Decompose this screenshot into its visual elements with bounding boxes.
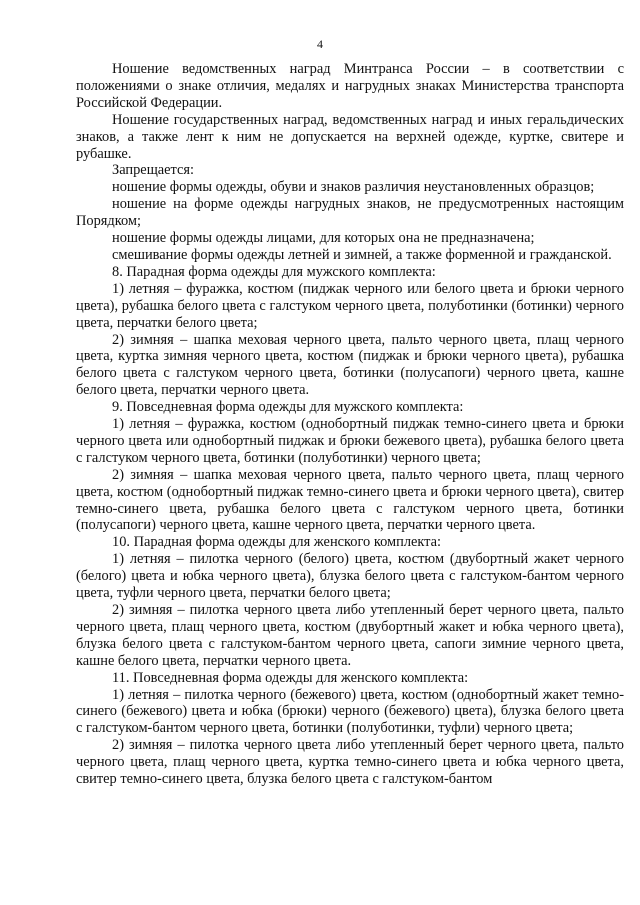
paragraph-section-11-summer: 1) летняя – пилотка черного (бежевого) цвета, костюм (однобортный жакет темно-синего (бежевого) цвета и юбка (брюки) черного (бежевого) цвета), блузка белого цвета с галстуком-бантом черного цвета, ботинки (полуботинки, туфли) черного цвета; (76, 686, 624, 737)
paragraph-section-9-summer: 1) летняя – фуражка, костюм (однобортный пиджак темно-синего цвета и брюки черного цвета или однобортный пиджак и брюки бежевого цвета), рубашка белого цвета с галстуком черного цвета, ботинки (полуботинки) черного цвета; (76, 416, 624, 466)
paragraph-section-10-heading: 10. Парадная форма одежды для женского комплекта: (112, 534, 442, 551)
paragraph-prohibited-item-2: ношение на форме одежды нагрудных знаков, не предусмотренных настоящим Порядком; (76, 196, 624, 230)
paragraph-section-8-summer: 1) летняя – фуражка, костюм (пиджак черного или белого цвета и брюки черного цвета), рубашка белого цвета с галстуком черного цвета, полуботинки (ботинки) черного цвета, перчатки белого цвета; (76, 280, 624, 331)
paragraph-section-10-summer: 1) летняя – пилотка черного (белого) цвета, костюм (двубортный жакет черного (белого) цвета и юбка черного цвета), блузка белого цвета с галстуком-бантом черного цвета, туфли черного цвета, перчатки белого цвета; (76, 551, 624, 602)
paragraph-prohibited-item-4: смешивание формы одежды летней и зимней, а также форменной и гражданской. (112, 246, 612, 263)
paragraph-awards-restriction: Ношение государственных наград, ведомственных наград и иных геральдических знаков, а также лент к ним не допускается на верхней одежде, куртке, свитере и рубашке. (76, 111, 624, 162)
paragraph-prohibited-heading: Запрещается: (112, 162, 195, 179)
document-body (76, 61, 624, 788)
paragraph-section-11-winter: 2) зимняя – пилотка черного цвета либо утепленный берет черного цвета, пальто черного цвета, плащ черного цвета, куртка темно-синего цвета и юбка черного цвета, свитер темно-синего цвета, блузка белого цвета с галстуком-бантом (76, 737, 624, 788)
paragraph-section-9-winter: 2) зимняя – шапка меховая черного цвета, пальто черного цвета, плащ черного цвета, костюм (однобортный пиджак темно-синего цвета и брюки черного цвета), свитер темно-синего цвета, рубашка белого цвета с галстуком черного цвета, ботинки (полусапоги) черного цвета, кашне черного цвета, перчатки черного цвета. (76, 466, 624, 534)
paragraph-section-10-winter: 2) зимняя – пилотка черного цвета либо утепленный берет черного цвета, пальто черного цвета, плащ черного цвета, костюм (двубортный жакет и юбка черного цвета), блузка белого цвета с галстуком-бантом черного цвета, сапоги зимние черного цвета, кашне белого цвета, перчатки черного цвета. (76, 602, 624, 669)
paragraph-section-9-heading: 9. Повседневная форма одежды для мужского комплекта: (112, 399, 464, 416)
paragraph-prohibited-item-3: ношение формы одежды лицами, для которых она не предназначена; (112, 230, 535, 247)
paragraph-section-8-winter: 2) зимняя – шапка меховая черного цвета, пальто черного цвета, плащ черного цвета, куртка зимняя черного цвета, костюм (пиджак и брюки черного цвета), рубашка белого цвета с галстуком черного цвета, ботинки (полусапоги) черного цвета, кашне белого цвета, перчатки черного цвета. (76, 331, 624, 399)
page-number: 4 (317, 37, 323, 51)
paragraph-section-8-heading: 8. Парадная форма одежды для мужского комплекта: (112, 263, 436, 280)
paragraph-awards-departmental: Ношение ведомственных наград Минтранса России – в соответствии с положениями о знаке отличия, медалях и нагрудных знаках Министерства транспорта Российской Федерации. (76, 61, 624, 111)
paragraph-section-11-heading: 11. Повседневная форма одежды для женского комплекта: (112, 669, 469, 686)
paragraph-prohibited-item-1: ношение формы одежды, обуви и знаков различия неустановленных образцов; (112, 179, 595, 196)
